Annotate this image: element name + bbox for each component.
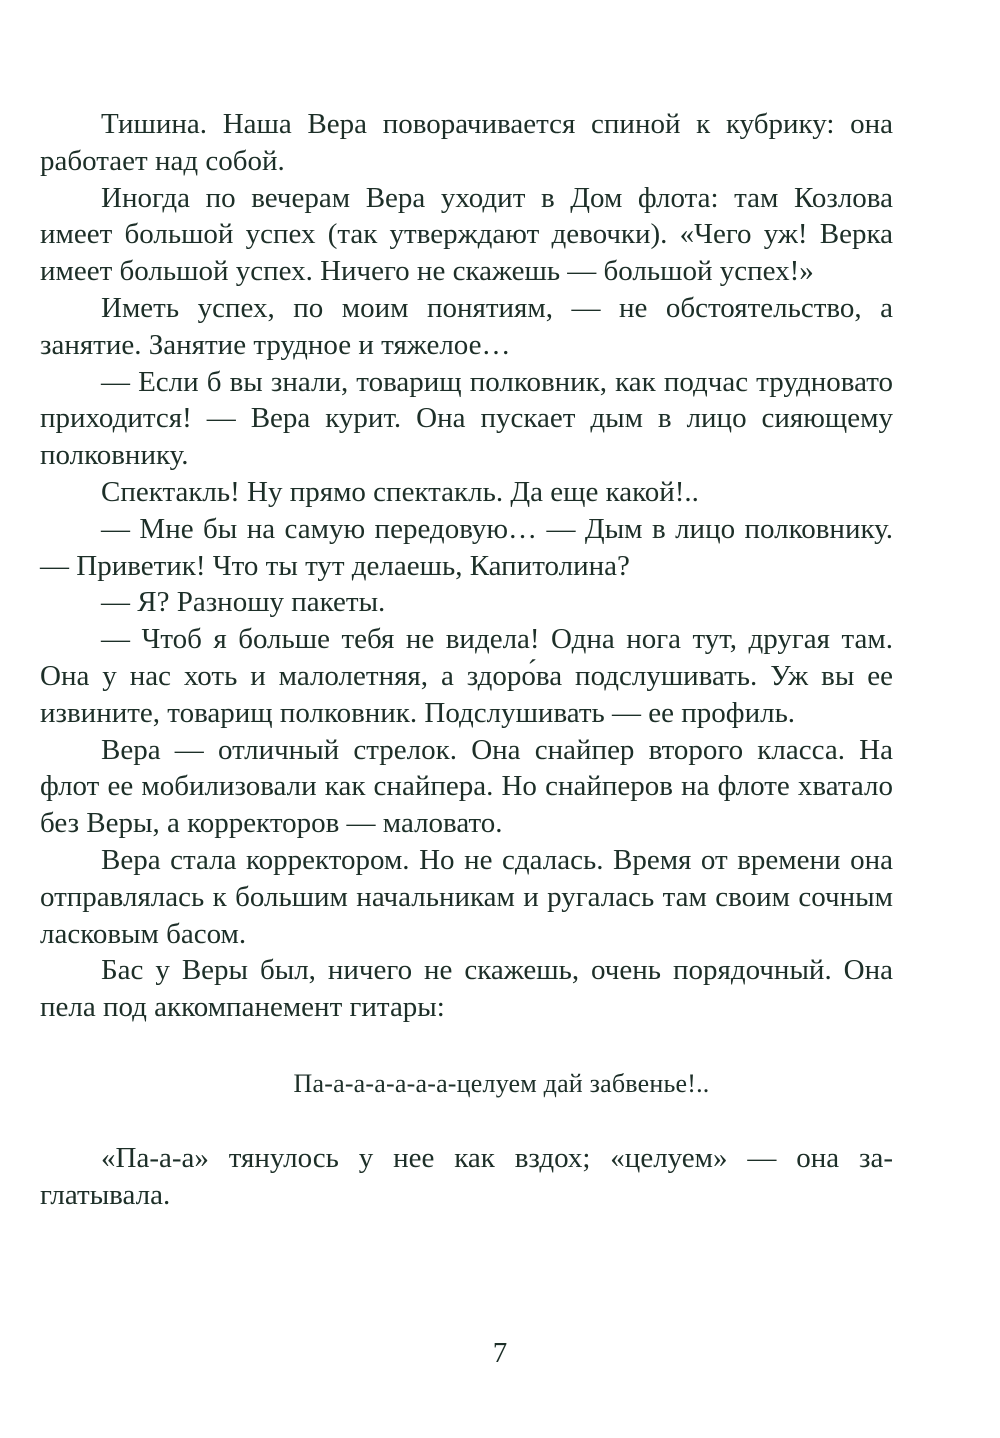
paragraph-3: Иметь успех, по моим понятиям, — не обстоятельство, а занятие. Занятие трудное и тяжелое…: [40, 291, 893, 361]
closing-paragraph: «Па-а-а» тянулось у нее как вздох; «целуем» — она заглатывала.: [40, 1141, 893, 1211]
paragraph-11: Бас у Веры был, ничего не скажешь, очень порядочный. Она пела под аккомпанемент гитары:: [40, 954, 893, 1024]
paragraph-2: Иногда по вечерам Вера уходит в Дом флота: там Козлова имеет большой успех (так утверждают девочки). «Чего уж! Верка имеет большой успех. Ничего не скажешь — большой успех!»: [40, 181, 893, 288]
paragraph-1: Тишина. Наша Вера поворачивается спиной к кубрику: она работает над собой.: [40, 108, 893, 177]
paragraph-4: — Если б вы знали, товарищ полковник, как подчас трудновато приходится! — Вера курит. Она пускает дым в лицо сияющему полковнику.: [40, 365, 893, 472]
paragraph-7: — Я? Разношу пакеты.: [101, 586, 386, 619]
song-verse: Па-а-а-а-а-а-а-целуем дай забвенье!..: [293, 1068, 710, 1098]
paragraph-8: — Чтоб я больше тебя не видела! Одна нога тут, другая там. Она у нас хоть и малолетняя, а здоро́ва подслушивать. Уж вы ее извините, товарищ полковник. Подслушивать — ее профиль.: [40, 623, 893, 729]
paragraph-10: Вера стала корректором. Но не сдалась. Время от времени она отправлялась к большим начальникам и ругалась там своим сочным ласковым басом.: [40, 843, 893, 950]
paragraph-6: — Мне бы на самую передовую… — Дым в лицо полковнику. — Приветик! Что ты тут делаешь, Капитолина?: [40, 512, 893, 582]
paragraph-9: Вера — отличный стрелок. Она снайпер второго класса. На флот ее мобилизовали как снайпера. Но снайперов на флоте хватало без Веры, а корректоров — маловато.: [40, 733, 893, 840]
page-number: 7: [492, 1337, 508, 1369]
paragraph-5: Спектакль! Ну прямо спектакль. Да еще какой!..: [101, 475, 699, 508]
page-text: [40, 106, 893, 1214]
